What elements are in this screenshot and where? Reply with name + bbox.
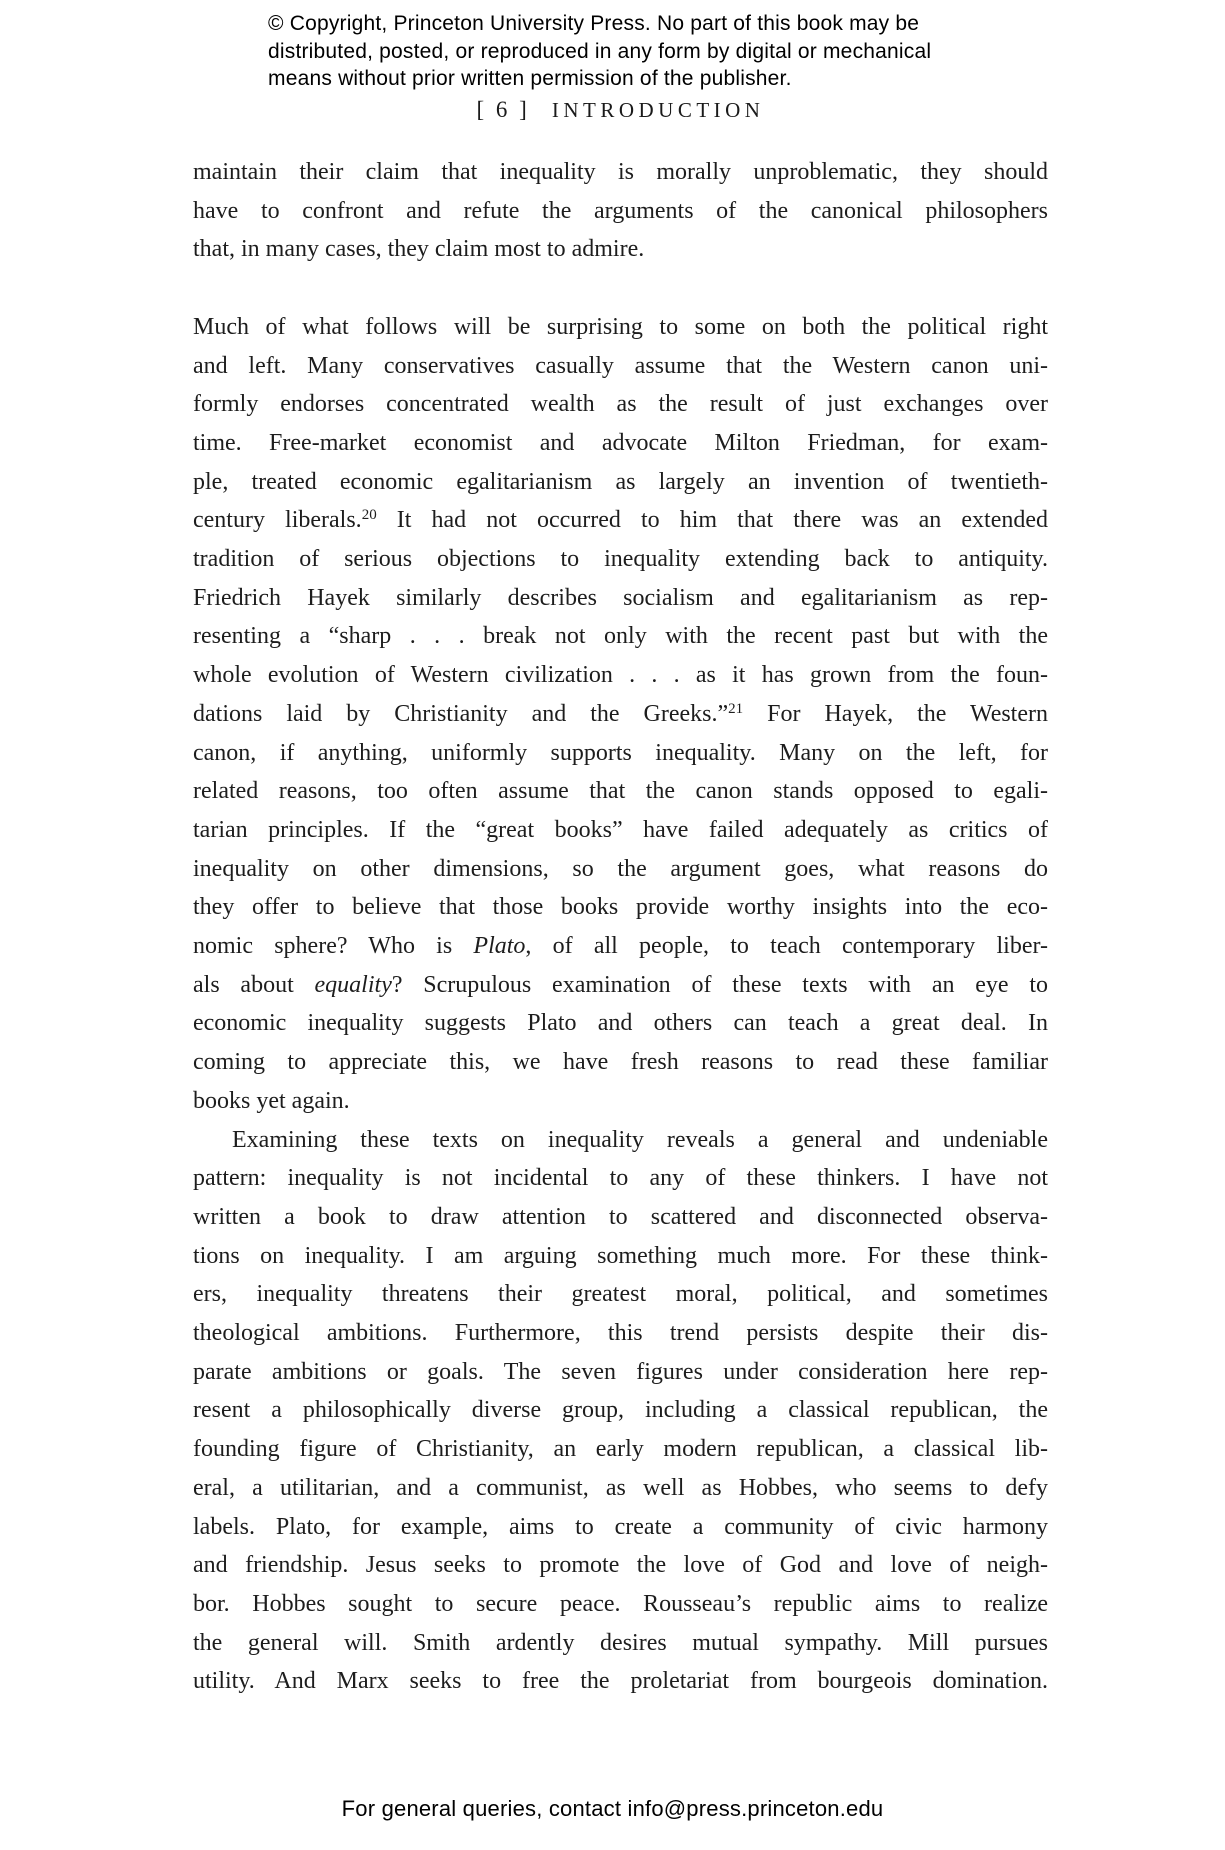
page-number: [ 6 ] (476, 97, 530, 122)
text-line: inequality on other dimensions, so the argument goes, what reasons do (193, 855, 1048, 882)
paragraph (193, 308, 1048, 1121)
text-line: tarian principles. If the “great books” have failed adequately as critics of (193, 816, 1048, 843)
text-line: ers, inequality threatens their greatest moral, political, and sometimes (193, 1281, 1048, 1308)
text-line: founding figure of Christianity, an early modern republican, a classical lib- (193, 1436, 1048, 1463)
text-line: ple, treated economic egalitarianism as largely an invention of twentieth- (193, 468, 1048, 495)
text-line: century liberals.$^{20}$ It had not occurred to him that there was an extended (193, 507, 1048, 534)
text-line: eral, a utilitarian, and a communist, as well as Hobbes, who seems to defy (193, 1474, 1048, 1501)
text-line: parate ambitions or goals. The seven figures under consideration here rep- (193, 1358, 1048, 1385)
copyright-line: means without prior written permission of the publisher. (268, 67, 792, 90)
text-line: nomic sphere? Who is Plato, of all people, to teach contemporary liber- (193, 933, 1048, 960)
text-line: theological ambitions. Furthermore, this trend persists despite their dis- (193, 1320, 1048, 1347)
text-line: Examining these texts on inequality reveals a general and undeniable (232, 1126, 1048, 1153)
footnote-reference: 20 (361, 507, 377, 524)
paragraph (193, 153, 1048, 269)
text-line: utility. And Marx seeks to free the proletariat from bourgeois domination. (193, 1668, 1048, 1695)
italic-text: equality (314, 971, 392, 998)
body-text (193, 153, 1048, 1701)
text-line: books yet again. (193, 1087, 350, 1114)
text-line: resenting a “sharp . . . break not only with the recent past but with the (193, 623, 1048, 650)
italic-text: Plato (473, 933, 526, 960)
running-head (193, 96, 1048, 124)
text-line: related reasons, too often assume that the canon stands opposed to egali- (193, 778, 1048, 805)
text-line: Friedrich Hayek similarly describes socialism and egalitarianism as rep- (193, 584, 1048, 611)
copyright-line: distributed, posted, or reproduced in any form by digital or mechanical (268, 39, 932, 63)
text-line: have to confront and refute the arguments of the canonical philosophers (193, 197, 1048, 224)
text-line: bor. Hobbes sought to secure peace. Rousseau’s republic aims to realize (193, 1591, 1048, 1617)
text-line: als about equality? Scrupulous examination of these texts with an eye to (193, 971, 1048, 998)
text-line: coming to appreciate this, we have fresh reasons to read these familiar (193, 1049, 1048, 1076)
text-line: tradition of serious objections to inequality extending back to antiquity. (193, 546, 1048, 573)
text-line: whole evolution of Western civilization . . . as it has grown from the foun- (193, 662, 1048, 689)
footnote-reference: 21 (728, 700, 744, 717)
text-line: canon, if anything, uniformly supports inequality. Many on the left, for (193, 739, 1048, 766)
text-line: the general will. Smith ardently desires mutual sympathy. Mill pursues (193, 1629, 1048, 1656)
text-line: and left. Many conservatives casually assume that the Western canon uni- (193, 352, 1048, 379)
text-line: formly endorses concentrated wealth as the result of just exchanges over (193, 391, 1048, 418)
text-line: resent a philosophically diverse group, including a classical republican, the (193, 1397, 1048, 1424)
chapter-title: INTRODUCTION (551, 98, 765, 122)
text-line: maintain their claim that inequality is morally unproblematic, they should (193, 159, 1048, 185)
page-footer (0, 1795, 1225, 1822)
text-line: and friendship. Jesus seeks to promote the love of God and love of neigh- (193, 1552, 1048, 1579)
text-line: pattern: inequality is not incidental to any of these thinkers. I have not (193, 1165, 1048, 1192)
text-line: Much of what follows will be surprising to some on both the political right (193, 313, 1048, 340)
copyright-line: © Copyright, Princeton University Press. No part of this book may be (268, 12, 920, 35)
text-line: labels. Plato, for example, aims to create a community of civic harmony (193, 1513, 1048, 1540)
text-line: dations laid by Christianity and the Greeks.”$^{21}$ For Hayek, the Western (193, 700, 1048, 727)
copyright-notice (268, 10, 931, 93)
text-line: time. Free-market economist and advocate Milton Friedman, for exam- (193, 429, 1048, 456)
footer-query-text: For general queries, contact info@press.princeton.edu (341, 1796, 884, 1821)
text-line: tions on inequality. I am arguing something much more. For these think- (193, 1242, 1048, 1269)
text-line: written a book to draw attention to scattered and disconnected observa- (193, 1203, 1048, 1230)
paragraph (193, 1121, 1048, 1702)
text-line: economic inequality suggests Plato and others can teach a great deal. In (193, 1010, 1048, 1037)
text-line: they offer to believe that those books provide worthy insights into the eco- (193, 894, 1048, 921)
text-line: that, in many cases, they claim most to admire. (193, 236, 645, 263)
